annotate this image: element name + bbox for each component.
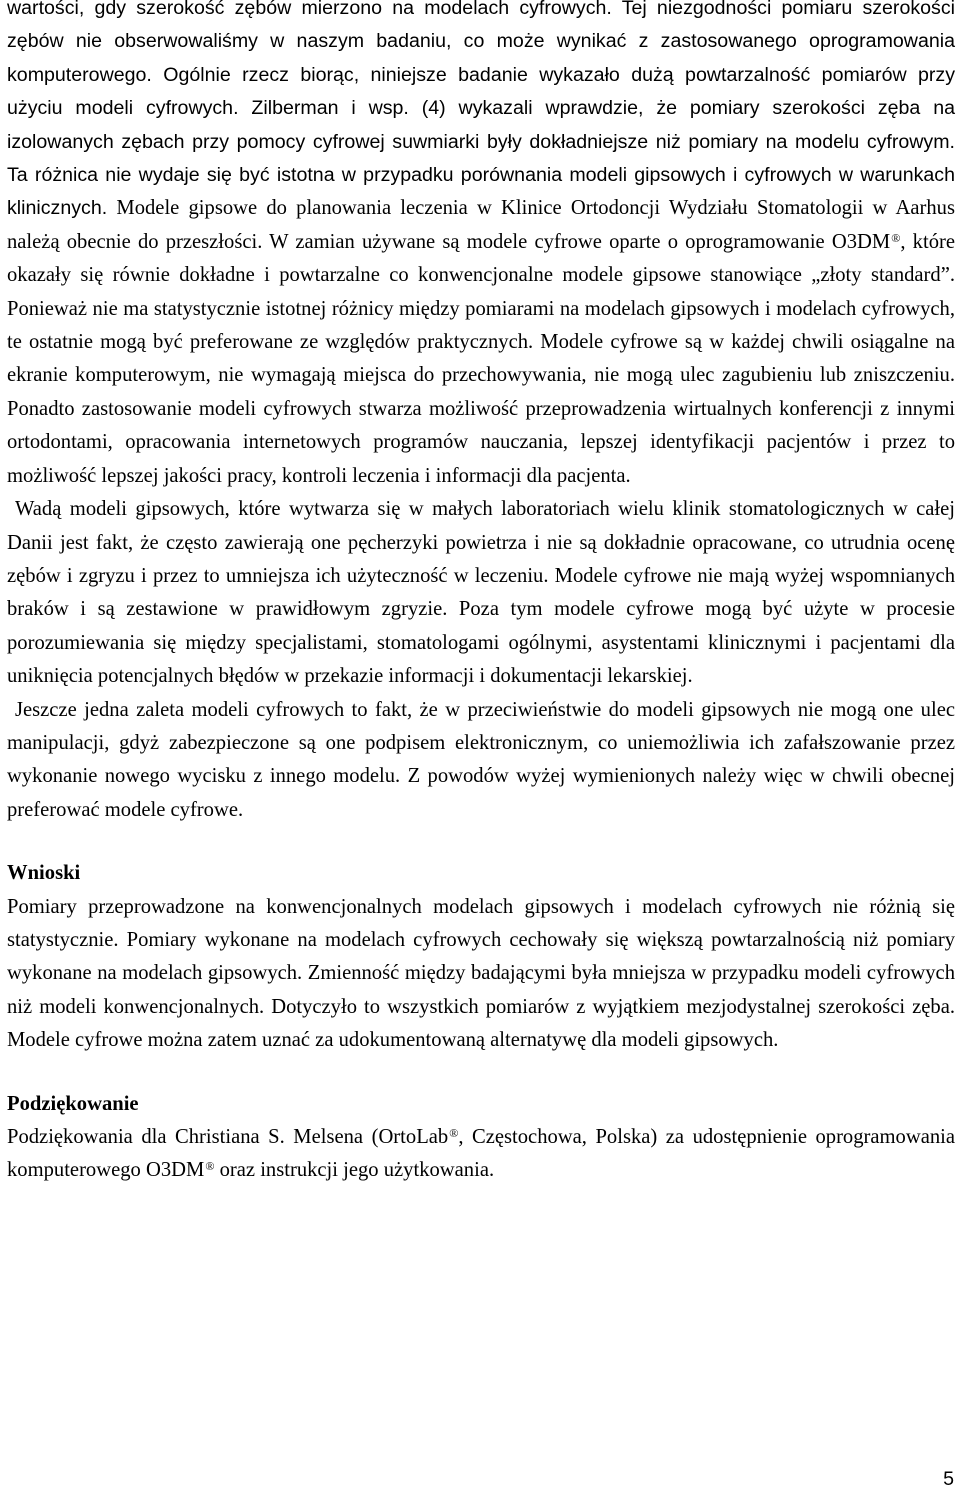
paragraph-discussion-2: Wadą modeli gipsowych, które wytwarza się w małych laboratoriach wielu klinik stomatologicznych w całej Danii jest fakt, że często zawierają one pęcherzyki powietrza i nie są dokładnie opracowane, co utrudnia ocenę zębów i zgryzu i przez to umniejsza ich użyteczność w leczeniu. Modele cyfrowe nie mają wyżej wspomnianych braków i są zestawione w prawidłowym zgryzie. Poza tym modele cyfrowe mogą być użyte w procesie porozumiewania się między specjalistami, stomatologami ogólnymi, asystentami klinicznymi i pacjentami dla uniknięcia potencjalnych błędów w przekazie informacji i dokumentacji lekarskiej. — [7, 498, 955, 688]
acknowledgement-text-continued: , Częstochowa, Polska) za udostępnienie oprogramowania komputerowego O3DM — [7, 1126, 956, 1182]
section-heading-wnioski: Wnioski — [7, 862, 81, 885]
paragraph-discussion-1 — [7, 0, 955, 493]
paragraph-discussion-3: Jeszcze jedna zaleta modeli cyfrowych to fakt, że w przeciwieństwie do modeli gipsowych nie mogą one ulec manipulacji, gdyż zabezpieczone są one podpisem elektronicznym, co uniemożliwia ich zafałszowanie przez wykonanie nowego wycisku z innego modelu. Z powodów wyżej wymienionych należy więc w chwili obecnej preferować modele cyfrowe. — [7, 698, 955, 821]
section-heading-podziekowanie: Podziękowanie — [7, 1092, 139, 1115]
registered-mark: ® — [449, 1126, 459, 1140]
acknowledgement-text: Podziękowania dla Christiana S. Melsena (OrtoLab — [7, 1126, 449, 1148]
registered-mark: ® — [891, 230, 901, 245]
paragraph-podziekowanie — [7, 1121, 955, 1188]
paragraph-serif-text-continued: , które okazały się równie dokładne i powtarzalne co konwencjonalne modele gipsowe stanowiące „złoty standard”. Ponieważ nie ma statystycznie istotnej różnicy między pomiarami na modelach gipsowych i modelach cyfrowych, te ostatnie mogą być preferowane ze względów praktycznych. Modele cyfrowe są w każdej chwili osiągalne na ekranie komputerowym, nie wymagają miejsca do przechowywania, nie mogą ulec zagubieniu lub zniszczeniu. Ponadto zastosowanie modeli cyfrowych stwarza możliwość przeprowadzenia wirtualnych konferencji z innymi ortodontami, opracowania internetowych programów nauczania, lepszej identyfikacji pacjentów i przez to możliwość lepszej jakości pracy, kontroli leczenia i informacji dla pacjenta. — [7, 230, 955, 487]
section-spacer — [7, 1058, 955, 1088]
acknowledgement-text-end: oraz instrukcji jego użytkowania. — [214, 1159, 495, 1182]
registered-mark: ® — [205, 1159, 215, 1174]
section-spacer — [7, 827, 955, 857]
page-number: 5 — [943, 1468, 954, 1490]
paragraph-serif-text: Modele gipsowe do planowania leczenia w Klinice Ortodoncji Wydziału Stomatologii w Aarhus należą obecnie do przeszłości. W zamian używane są modele cyfrowe oparte o oprogramowanie O3DM — [7, 197, 955, 253]
paragraph-wnioski: Pomiary przeprowadzone na konwencjonalnych modelach gipsowych i modelach cyfrowych nie różnią się statystycznie. Pomiary wykonane na modelach cyfrowych cechowały się większą powtarzalnością niż pomiary wykonane na modelach gipsowych. Zmienność między badającymi była mniejsza w przypadku modeli cyfrowych niż modeli konwencjonalnych. Dotyczyło to wszystkich pomiarów z wyjątkiem mezjodystalnej szerokości zęba. Modele cyfrowe można zatem uznać za udokumentowaną alternatywę dla modeli gipsowych. — [7, 895, 955, 1052]
paragraph-sans-text: wartości, gdy szerokość zębów mierzono na modelach cyfrowych. Tej niezgodności pomiaru szerokości zębów nie obserwowaliśmy w naszym badaniu, co może wynikać z zastosowanego oprogramowania komputerowego. Ogólnie rzecz biorąc, niniejsze badanie wykazało dużą powtarzalność pomiarów przy użyciu modeli cyfrowych. Zilberman i wsp. (4) wykazali wprawdzie, że pomiary szerokości zęba na izolowanych zębach przy pomocy cyfrowej suwmiarki były dokładniejsze niż pomiary na modelu cyfrowym. Ta różnica nie wydaje się być istotna w przypadku porównania modeli gipsowych i cyfrowych w warunkach klinicznych. — [7, 0, 955, 220]
document-page — [7, 0, 955, 1188]
